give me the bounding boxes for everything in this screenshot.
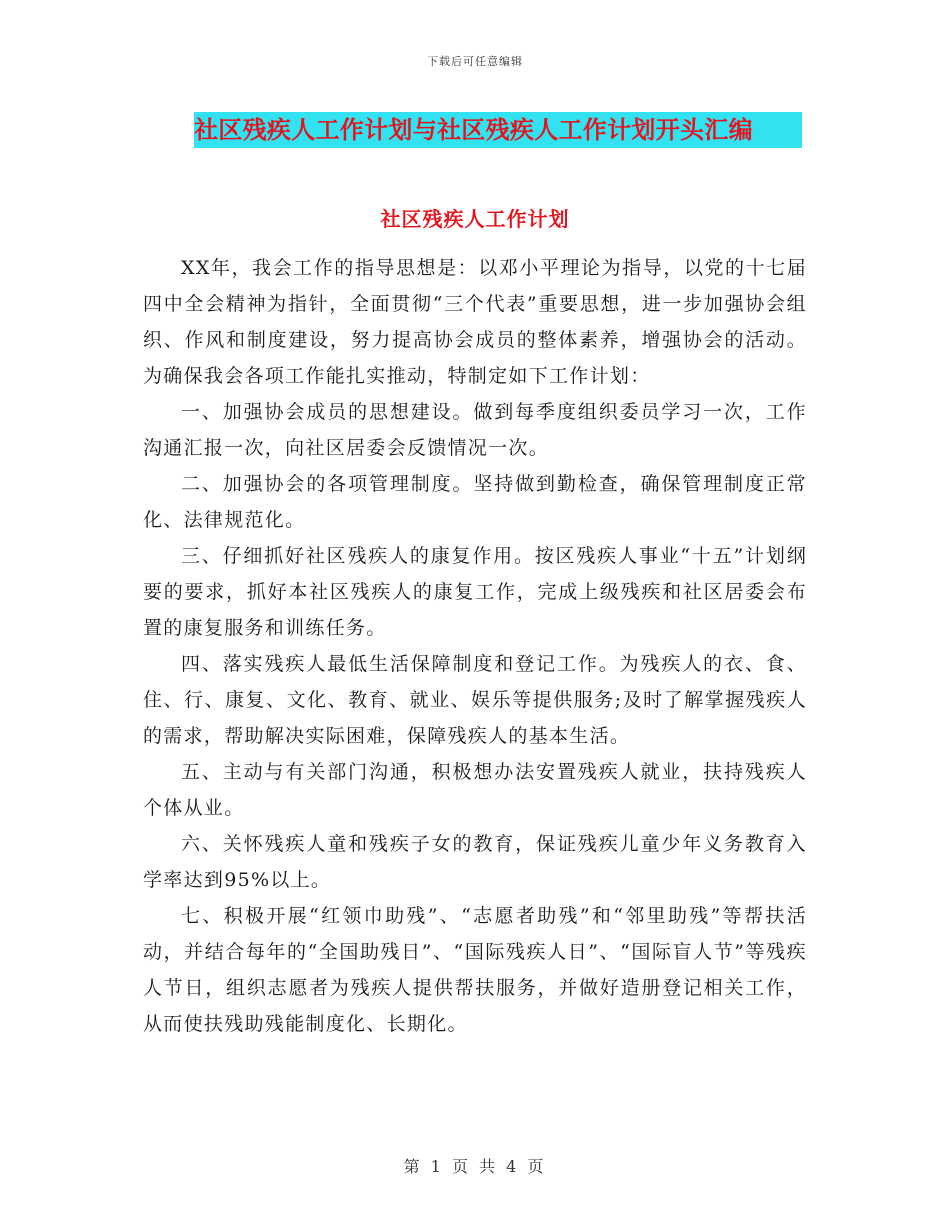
plan-item-3: 三、仔细抓好社区残疾人的康复作用。按区残疾人事业“十五”计划纲要的要求，抓好本社区残疾人的康复工作，完成上级残疾和社区居委会布置的康复服务和训练任务。 bbox=[143, 545, 807, 639]
download-note: 下载后可任意编辑 bbox=[427, 55, 523, 68]
page-number: 第 1 页 共 4 页 bbox=[403, 1157, 547, 1176]
intro-paragraph: XX年，我会工作的指导思想是：以邓小平理论为指导，以党的十七届四中全会精神为指针，全面贯彻“三个代表”重要思想，进一步加强协会组织、作风和制度建设，努力提高协会成员的整体素养，增强协会的活动。为确保我会各项工作能扎实推动，特制定如下工作计划： bbox=[143, 257, 807, 387]
plan-item-4: 四、落实残疾人最低生活保障制度和登记工作。为残疾人的衣、食、住、行、康复、文化、教育、就业、娱乐等提供服务;及时了解掌握残疾人的需求，帮助解决实际困难，保障残疾人的基本生活。 bbox=[143, 653, 807, 747]
document-title-highlight bbox=[194, 112, 802, 148]
section-title: 社区残疾人工作计划 bbox=[380, 207, 570, 231]
plan-item-7: 七、积极开展“红领巾助残”、“志愿者助残”和“邻里助残”等帮扶活动，并结合每年的“全国助残日”、“国际残疾人日”、“国际盲人节”等残疾人节日，组织志愿者为残疾人提供帮扶服务，并做好造册登记相关工作，从而使扶残助残能制度化、长期化。 bbox=[143, 905, 807, 1035]
plan-item-2: 二、加强协会的各项管理制度。坚持做到勤检查，确保管理制度正常化、法律规范化。 bbox=[143, 473, 807, 531]
plan-item-1: 一、加强协会成员的思想建设。做到每季度组织委员学习一次，工作沟通汇报一次，向社区居委会反馈情况一次。 bbox=[143, 401, 807, 459]
document-title: 社区残疾人工作计划与社区残疾人工作计划开头汇编 bbox=[194, 115, 753, 144]
plan-item-5: 五、主动与有关部门沟通，积极想办法安置残疾人就业，扶持残疾人个体从业。 bbox=[143, 761, 807, 819]
document-body bbox=[143, 250, 807, 1042]
plan-item-6: 六、关怀残疾人童和残疾子女的教育，保证残疾儿童少年义务教育入学率达到95%以上。 bbox=[143, 833, 807, 891]
